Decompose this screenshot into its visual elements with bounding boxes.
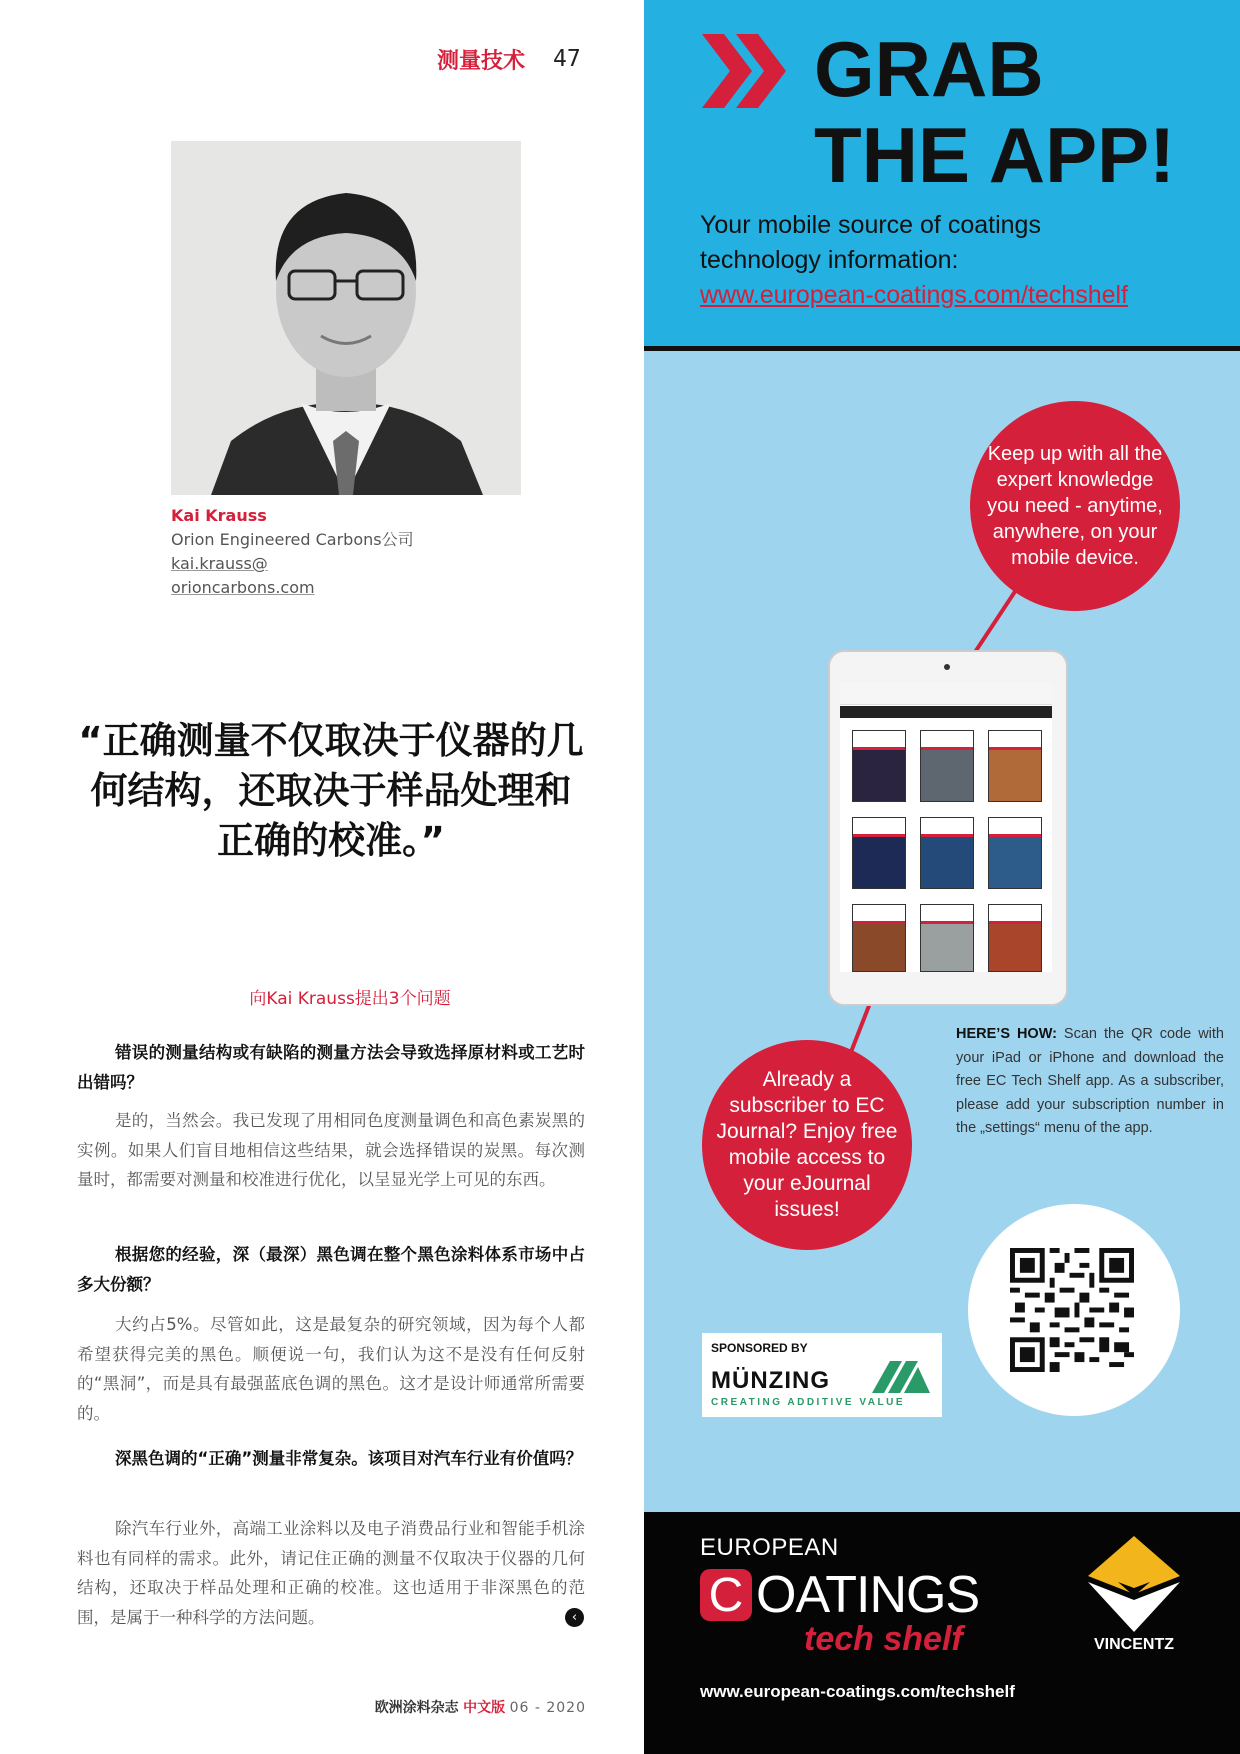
- magazine-cover: [988, 904, 1042, 972]
- magazine-cover: [988, 817, 1042, 889]
- page-number: 47: [553, 46, 581, 72]
- brand-tech-shelf: tech shelf: [804, 1620, 963, 1658]
- ad-tagline-link[interactable]: www.european-coatings.com/techshelf: [700, 281, 1129, 309]
- author-portrait: [171, 141, 521, 495]
- interview-question-1: 错误的测量结构或有缺陷的测量方法会导致选择原材料或工艺时出错吗？: [77, 1043, 585, 1092]
- magazine-cover: [852, 730, 906, 802]
- section-title: 测量技术: [436, 49, 525, 74]
- author-email-line1[interactable]: kai.krauss@: [171, 554, 268, 573]
- interview-question-3: 深黑色调的“正确”测量非常复杂。该项目对汽车行业有价值吗？: [115, 1449, 583, 1468]
- author-contact: [171, 504, 471, 600]
- interview-answer-2: 大约占5%。尽管如此，这是最复杂的研究领域，因为每个人都希望获得完美的黑色。顺便说一句，我们认为这不是没有任何反射的“黑洞”，而是具有最强蓝底色调的黑色。这才是设计师通常所需要的。: [77, 1315, 585, 1423]
- interview-answer-1: 是的，当然会。我已发现了用相同色度测量调色和高色素炭黑的实例。如果人们盲目地相信这些结果，就会选择错误的炭黑。每次测量时，都需要对测量和校准进行优化，以呈显光学上可见的东西。: [77, 1111, 585, 1189]
- sponsor-label: SPONSORED BY: [711, 1341, 808, 1355]
- magazine-cover: [988, 730, 1042, 802]
- interview-title: 向Kai Krauss提出3个问题: [249, 989, 451, 1009]
- author-email-line2[interactable]: orioncarbons.com: [171, 578, 315, 597]
- qr-code-badge[interactable]: [968, 1204, 1180, 1416]
- brand-c-mark: C: [700, 1569, 752, 1621]
- camera-dot: [944, 664, 950, 670]
- callout-bubble-top: [970, 401, 1180, 611]
- author-company: Orion Engineered Carbons公司: [171, 530, 414, 549]
- chevron-left-circle-icon: ‹: [565, 1608, 584, 1627]
- pull-quote: “正确测量不仅取决于仪器的几何结构，还取决于样品处理和正确的校准。”: [78, 719, 584, 862]
- munzing-logo-icon: [872, 1361, 930, 1393]
- callout-text-bottom: Already a subscriber to EC Journal? Enjoy free mobile access to your eJournal issues!: [716, 1068, 898, 1221]
- interview-question-2: 根据您的经验，深（最深）黑色调在整个黑色涂料体系市场中占多大份额？: [77, 1245, 585, 1294]
- ad-headline-line2: THE APP!: [814, 111, 1176, 199]
- magazine-cover: [852, 817, 906, 889]
- brand-european: EUROPEAN: [700, 1534, 839, 1561]
- howto-body: Scan the QR code with your iPad or iPhone and download the free EC Tech Shelf app. As a subscriber, please add your subscription number in the „settings“ menu of the app.: [956, 1026, 1224, 1136]
- magazine-cover: [920, 817, 974, 889]
- sponsor-slogan: CREATING ADDITIVE VALUE: [711, 1397, 905, 1408]
- magazine-cover: [920, 904, 974, 972]
- magazine-cover: [852, 904, 906, 972]
- sponsor-name: MÜNZING: [711, 1367, 830, 1394]
- page-footer: [200, 1697, 586, 1717]
- howto-label: HERE’S HOW:: [956, 1026, 1057, 1042]
- footer-url-link[interactable]: www.european-coatings.com/techshelf: [700, 1682, 1015, 1701]
- magazine-cover: [920, 730, 974, 802]
- tablet-mockup: [828, 650, 1068, 1006]
- qr-code-icon[interactable]: [1010, 1248, 1134, 1372]
- howto-text: [956, 1023, 1224, 1141]
- footer-publication: 欧洲涂料杂志: [374, 1700, 459, 1716]
- author-name: Kai Krauss: [171, 506, 267, 525]
- ad-headline-line1: GRAB: [814, 25, 1044, 113]
- sponsor-box: [702, 1333, 942, 1417]
- footer-edition: 中文版: [463, 1700, 506, 1716]
- interview-answer-3: 除汽车行业外，高端工业涂料以及电子消费品行业和智能手机涂料也有同样的需求。此外，请记住正确的测量不仅取决于仪器的几何结构，还取决于样品处理和正确的校准。这也适用于非深黑色的范围，是属于一种科学的方法问题。: [77, 1519, 585, 1627]
- techshelf-brand-bar: [644, 1512, 1240, 1754]
- vincentz-logo-icon: [1088, 1536, 1180, 1632]
- ad-tagline-line2: technology information:: [700, 246, 959, 274]
- ad-tagline-line1: Your mobile source of coatings: [700, 211, 1041, 239]
- app-topbar: [840, 682, 1052, 705]
- callout-text-top: Keep up with all the expert knowledge you need - anytime, anywhere, on your mobile device.: [987, 443, 1163, 569]
- brand-coatings: OATINGS: [756, 1566, 980, 1624]
- publisher-name: VINCENTZ: [1094, 1636, 1174, 1653]
- tablet-screen: [840, 682, 1052, 972]
- callout-bubble-bottom: [702, 1040, 912, 1250]
- footer-issue: 06 - 2020: [509, 1700, 586, 1716]
- app-advertisement: [644, 0, 1240, 1754]
- app-navbar: [840, 706, 1052, 718]
